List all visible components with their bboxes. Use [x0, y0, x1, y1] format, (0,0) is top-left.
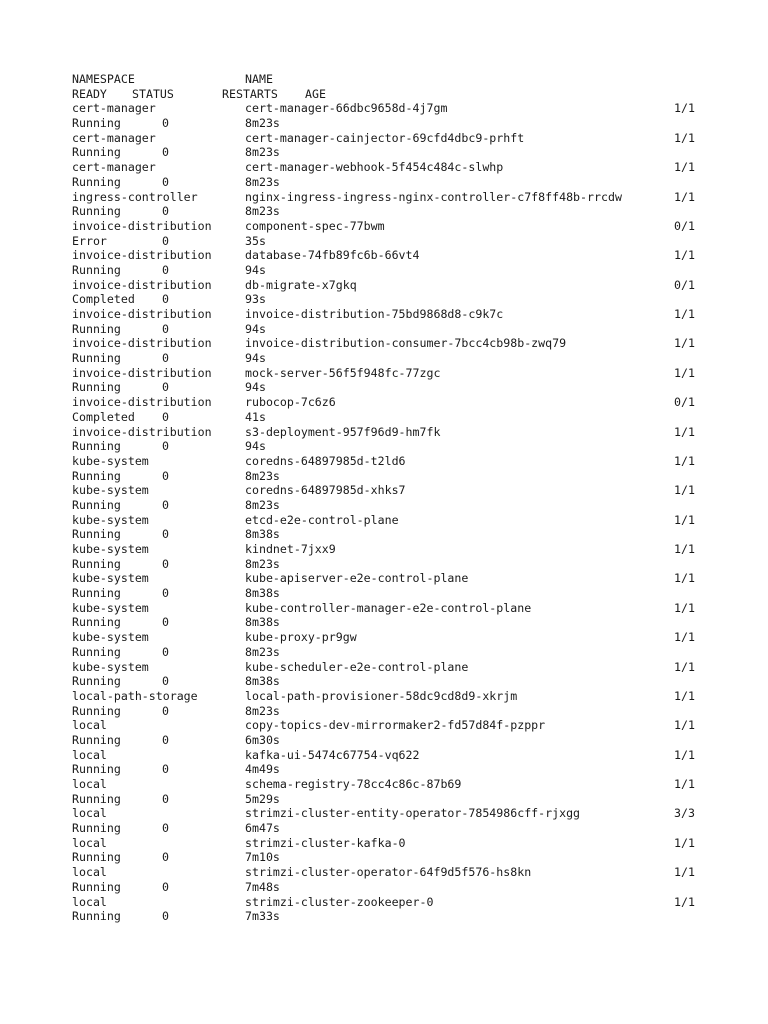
pod-row [72, 336, 732, 351]
pod-ready: 1/1 [674, 453, 695, 468]
pod-restarts: 0 [162, 644, 169, 659]
pod-restarts: 0 [162, 233, 169, 248]
pod-age: 6m30s [245, 732, 280, 747]
pod-row-continued [72, 234, 732, 249]
pod-restarts: 0 [162, 703, 169, 718]
pod-ready: 1/1 [674, 571, 695, 586]
pod-status: Running [72, 321, 121, 336]
pod-restarts: 0 [162, 116, 169, 131]
pod-row [72, 395, 732, 410]
pod-row-continued [72, 380, 732, 395]
pod-ready: 3/3 [674, 806, 695, 821]
pod-name: database-74fb89fc6b-66vt4 [245, 248, 420, 263]
pod-namespace: kube-system [72, 630, 149, 645]
pod-row [72, 219, 732, 234]
pod-restarts: 0 [162, 439, 169, 454]
pod-restarts: 0 [162, 409, 169, 424]
pod-namespace: local [72, 865, 107, 880]
pod-namespace: cert-manager [72, 101, 156, 116]
pod-row-continued [72, 263, 732, 278]
pod-restarts: 0 [162, 292, 169, 307]
pod-restarts: 0 [162, 879, 169, 894]
pod-restarts: 0 [162, 909, 169, 924]
pod-ready: 1/1 [674, 718, 695, 733]
pod-row [72, 131, 732, 146]
pod-age: 7m48s [245, 879, 280, 894]
pod-namespace: cert-manager [72, 160, 156, 175]
pod-row [72, 248, 732, 263]
pod-name: copy-topics-dev-mirrormaker2-fd57d84f-pzppr [245, 718, 546, 733]
pod-restarts: 0 [162, 850, 169, 865]
pod-restarts: 0 [162, 791, 169, 806]
pod-status: Running [72, 262, 121, 277]
pod-age: 8m23s [245, 174, 280, 189]
pod-restarts: 0 [162, 527, 169, 542]
pod-row [72, 307, 732, 322]
pod-status: Running [72, 497, 121, 512]
pod-name: invoice-distribution-consumer-7bcc4cb98b-zwq79 [245, 336, 567, 351]
pod-row [72, 689, 732, 704]
pod-row [72, 660, 732, 675]
pod-status: Running [72, 116, 121, 131]
pod-namespace: local [72, 747, 107, 762]
pod-namespace: local [72, 806, 107, 821]
pod-ready: 1/1 [674, 747, 695, 762]
pod-ready: 0/1 [674, 395, 695, 410]
pod-row [72, 836, 732, 851]
pod-age: 5m29s [245, 791, 280, 806]
pod-row-continued [72, 645, 732, 660]
pod-status: Running [72, 703, 121, 718]
pod-status: Running [72, 351, 121, 366]
pod-row-continued [72, 410, 732, 425]
pod-row [72, 601, 732, 616]
pod-restarts: 0 [162, 145, 169, 160]
pod-row [72, 630, 732, 645]
pod-row [72, 160, 732, 175]
pod-age: 93s [245, 292, 266, 307]
pod-row-continued [72, 469, 732, 484]
pod-status: Running [72, 204, 121, 219]
pod-age: 7m33s [245, 909, 280, 924]
pod-status: Running [72, 821, 121, 836]
pod-row-continued [72, 792, 732, 807]
pod-status: Completed [72, 292, 135, 307]
pod-list [72, 101, 732, 924]
pod-age: 94s [245, 439, 266, 454]
pod-namespace: invoice-distribution [72, 395, 212, 410]
pod-age: 8m23s [245, 468, 280, 483]
pod-name: db-migrate-x7gkq [245, 277, 357, 292]
pod-age: 6m47s [245, 821, 280, 836]
pod-row-continued [72, 204, 732, 219]
pod-ready: 1/1 [674, 777, 695, 791]
pod-name: cert-manager-66dbc9658d-4j7gm [245, 101, 448, 116]
pod-name: kube-controller-manager-e2e-control-plane [245, 600, 532, 615]
pod-name: rubocop-7c6z6 [245, 395, 336, 410]
pod-name: cert-manager-webhook-5f454c484c-slwhp [245, 160, 504, 175]
pod-name: s3-deployment-957f96d9-hm7fk [245, 424, 441, 439]
pod-name: invoice-distribution-75bd9868d8-c9k7c [245, 307, 504, 321]
pod-namespace: kube-system [72, 453, 149, 468]
pod-namespace: kube-system [72, 571, 149, 586]
pod-status: Running [72, 674, 121, 689]
pod-status: Running [72, 439, 121, 454]
pod-age: 94s [245, 321, 266, 336]
pod-namespace: cert-manager [72, 130, 156, 145]
pod-namespace: invoice-distribution [72, 365, 212, 380]
pod-row-continued [72, 145, 732, 160]
pod-restarts: 0 [162, 262, 169, 277]
pod-status: Running [72, 586, 121, 601]
pod-ready: 1/1 [674, 189, 695, 204]
pod-row-continued [72, 116, 732, 131]
pod-status: Error [72, 233, 107, 248]
pod-restarts: 0 [162, 204, 169, 219]
pod-name: kube-scheduler-e2e-control-plane [245, 659, 469, 674]
pod-ready: 1/1 [674, 659, 695, 674]
pod-row [72, 895, 732, 910]
pod-row-continued [72, 527, 732, 542]
pod-row [72, 777, 732, 792]
pod-namespace: local [72, 835, 107, 850]
pod-name: component-spec-77bwm [245, 218, 385, 233]
pod-namespace: kube-system [72, 512, 149, 527]
pod-restarts: 0 [162, 586, 169, 601]
pod-age: 8m38s [245, 615, 280, 630]
pod-row [72, 718, 732, 733]
pod-age: 7m10s [245, 850, 280, 865]
pod-age: 94s [245, 380, 266, 395]
header-line-2 [72, 87, 732, 102]
pod-restarts: 0 [162, 321, 169, 336]
pod-row-continued [72, 175, 732, 190]
pod-status: Running [72, 762, 121, 777]
pod-namespace: invoice-distribution [72, 336, 212, 351]
pod-status: Running [72, 644, 121, 659]
pod-namespace: ingress-controller [72, 189, 198, 204]
pod-age: 8m23s [245, 556, 280, 571]
pod-row [72, 542, 732, 557]
pod-name: strimzi-cluster-zookeeper-0 [245, 894, 434, 909]
pod-row [72, 278, 732, 293]
pod-status: Running [72, 732, 121, 747]
pod-row-continued [72, 322, 732, 337]
pod-name: cert-manager-cainjector-69cfd4dbc9-prhft [245, 130, 525, 145]
pod-row [72, 101, 732, 116]
pod-row-continued [72, 615, 732, 630]
pod-name: nginx-ingress-ingress-nginx-controller-c7f8ff48b-rrcdw [245, 189, 622, 204]
pod-status: Running [72, 174, 121, 189]
pod-ready: 1/1 [674, 336, 695, 351]
pod-row-continued [72, 733, 732, 748]
pod-restarts: 0 [162, 380, 169, 395]
pod-status: Running [72, 380, 121, 395]
header-restarts: RESTARTS [222, 86, 278, 101]
pod-row [72, 865, 732, 880]
pod-namespace: local [72, 718, 107, 733]
pod-name: strimzi-cluster-kafka-0 [245, 835, 406, 850]
pod-row-continued [72, 821, 732, 836]
pod-row [72, 190, 732, 205]
pod-namespace: local [72, 777, 107, 791]
pod-row-continued [72, 880, 732, 895]
pod-age: 8m38s [245, 586, 280, 601]
pod-name: mock-server-56f5f948fc-77zgc [245, 365, 441, 380]
pod-row-continued [72, 909, 732, 924]
pod-namespace: invoice-distribution [72, 424, 212, 439]
pod-row-continued [72, 704, 732, 719]
pod-namespace: local-path-storage [72, 688, 198, 703]
pod-status: Completed [72, 409, 135, 424]
pod-restarts: 0 [162, 762, 169, 777]
pod-row-continued [72, 850, 732, 865]
pod-ready: 1/1 [674, 130, 695, 145]
pod-restarts: 0 [162, 674, 169, 689]
pod-status: Running [72, 909, 121, 924]
pod-age: 8m23s [245, 497, 280, 512]
pod-restarts: 0 [162, 174, 169, 189]
pod-namespace: local [72, 894, 107, 909]
pod-name: coredns-64897985d-xhks7 [245, 483, 406, 498]
pod-ready: 0/1 [674, 277, 695, 292]
pod-status: Running [72, 556, 121, 571]
pod-name: kindnet-7jxx9 [245, 542, 336, 556]
pod-status: Running [72, 791, 121, 806]
pod-ready: 1/1 [674, 542, 695, 556]
pod-ready: 1/1 [674, 101, 695, 116]
pod-ready: 1/1 [674, 365, 695, 380]
pod-namespace: kube-system [72, 542, 149, 556]
pod-row-continued [72, 586, 732, 601]
pod-status: Running [72, 468, 121, 483]
pod-row [72, 483, 732, 498]
pod-row [72, 806, 732, 821]
pod-name: kube-apiserver-e2e-control-plane [245, 571, 469, 586]
pod-ready: 1/1 [674, 248, 695, 263]
pod-name: kube-proxy-pr9gw [245, 630, 357, 645]
pod-restarts: 0 [162, 556, 169, 571]
pod-ready: 1/1 [674, 894, 695, 909]
pod-namespace: invoice-distribution [72, 248, 212, 263]
pod-age: 41s [245, 409, 266, 424]
pod-age: 94s [245, 262, 266, 277]
header-name: NAME [245, 72, 273, 86]
pod-restarts: 0 [162, 821, 169, 836]
pod-restarts: 0 [162, 615, 169, 630]
pod-name: strimzi-cluster-entity-operator-7854986cff-rjxgg [245, 806, 581, 821]
pod-restarts: 0 [162, 351, 169, 366]
pod-restarts: 0 [162, 468, 169, 483]
pod-restarts: 0 [162, 497, 169, 512]
pod-name: schema-registry-78cc4c86c-87b69 [245, 777, 462, 791]
pod-row [72, 748, 732, 763]
header-line-1 [72, 72, 732, 87]
pod-name: coredns-64897985d-t2ld6 [245, 453, 406, 468]
header-status: STATUS [132, 86, 174, 101]
pod-row-continued [72, 557, 732, 572]
header-ready: READY [72, 86, 107, 101]
pod-ready: 1/1 [674, 424, 695, 439]
pod-row-continued [72, 498, 732, 513]
pod-age: 8m38s [245, 527, 280, 542]
pod-age: 8m23s [245, 145, 280, 160]
pod-ready: 1/1 [674, 483, 695, 498]
pod-ready: 1/1 [674, 307, 695, 321]
pod-status: Running [72, 615, 121, 630]
pod-status: Running [72, 879, 121, 894]
pod-row [72, 513, 732, 528]
pod-row [72, 454, 732, 469]
pod-status: Running [72, 850, 121, 865]
pod-namespace: invoice-distribution [72, 307, 212, 321]
pod-row-continued [72, 762, 732, 777]
header-age: AGE [305, 86, 326, 101]
pod-restarts: 0 [162, 732, 169, 747]
pod-namespace: invoice-distribution [72, 277, 212, 292]
pod-namespace: kube-system [72, 483, 149, 498]
pod-status: Running [72, 527, 121, 542]
pod-row [72, 571, 732, 586]
pod-namespace: invoice-distribution [72, 218, 212, 233]
pod-row [72, 366, 732, 381]
pod-name: local-path-provisioner-58dc9cd8d9-xkrjm [245, 688, 518, 703]
pod-ready: 0/1 [674, 218, 695, 233]
pod-ready: 1/1 [674, 630, 695, 645]
header-namespace: NAMESPACE [72, 72, 135, 86]
pod-row-continued [72, 674, 732, 689]
pod-ready: 1/1 [674, 600, 695, 615]
pod-row-continued [72, 351, 732, 366]
pod-name: kafka-ui-5474c67754-vq622 [245, 747, 420, 762]
pod-age: 35s [245, 233, 266, 248]
pod-name: etcd-e2e-control-plane [245, 512, 399, 527]
pod-ready: 1/1 [674, 865, 695, 880]
pod-namespace: kube-system [72, 600, 149, 615]
kubectl-output [72, 72, 732, 924]
pod-age: 8m23s [245, 703, 280, 718]
pod-ready: 1/1 [674, 835, 695, 850]
pod-age: 94s [245, 351, 266, 366]
pod-ready: 1/1 [674, 160, 695, 175]
pod-row [72, 425, 732, 440]
pod-namespace: kube-system [72, 659, 149, 674]
pod-row-continued [72, 439, 732, 454]
pod-status: Running [72, 145, 121, 160]
pod-age: 4m49s [245, 762, 280, 777]
pod-row-continued [72, 292, 732, 307]
pod-age: 8m23s [245, 644, 280, 659]
pod-ready: 1/1 [674, 512, 695, 527]
pod-ready: 1/1 [674, 688, 695, 703]
pod-age: 8m23s [245, 204, 280, 219]
pod-age: 8m38s [245, 674, 280, 689]
pod-age: 8m23s [245, 116, 280, 131]
pod-name: strimzi-cluster-operator-64f9d5f576-hs8kn [245, 865, 532, 880]
